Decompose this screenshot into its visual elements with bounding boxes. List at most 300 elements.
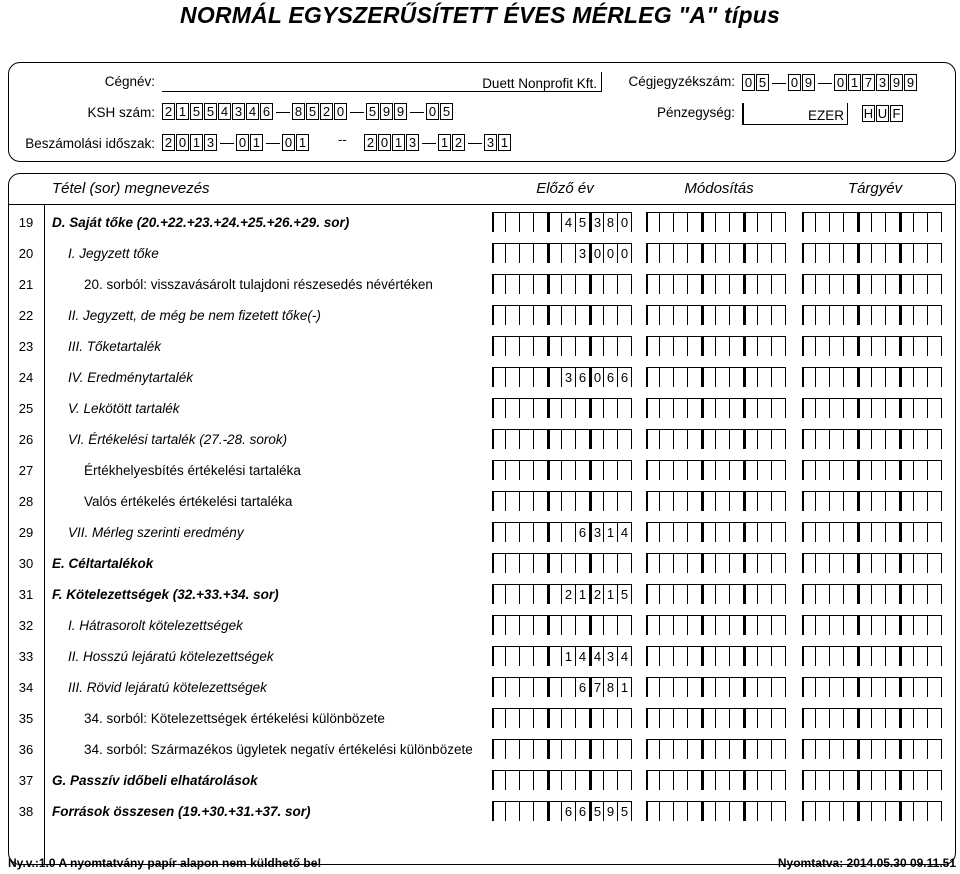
amount-cell-prev[interactable]	[534, 429, 548, 449]
amount-cell-prev[interactable]: 6	[618, 367, 632, 387]
amount-cell-curr[interactable]	[900, 677, 914, 697]
amount-cell-curr[interactable]	[816, 584, 830, 604]
amount-cell-curr[interactable]	[886, 491, 900, 511]
amount-cell-prev[interactable]	[506, 522, 520, 542]
amount-cell-prev[interactable]	[520, 274, 534, 294]
amount-cell-mod[interactable]	[730, 243, 744, 263]
amount-cell-prev[interactable]	[604, 553, 618, 573]
amount-cell-prev[interactable]	[534, 491, 548, 511]
amount-cell-prev[interactable]: 5	[618, 584, 632, 604]
amount-cell-curr[interactable]	[900, 708, 914, 728]
amount-cell-curr[interactable]	[844, 212, 858, 232]
amount-cell-curr[interactable]	[844, 491, 858, 511]
amount-cell-curr[interactable]	[872, 584, 886, 604]
amount-cell-curr[interactable]	[886, 584, 900, 604]
amount-cell-prev[interactable]: 6	[576, 801, 590, 821]
amount-cell-prev[interactable]	[618, 305, 632, 325]
amount-cell-curr[interactable]	[886, 460, 900, 480]
amount-cell-prev[interactable]: 0	[590, 243, 604, 263]
amount-cell-curr[interactable]	[816, 491, 830, 511]
amount-cell-mod[interactable]	[758, 305, 772, 325]
amount-cell-curr[interactable]	[830, 429, 844, 449]
amount-cell-mod[interactable]	[730, 553, 744, 573]
amount-cell-curr[interactable]	[844, 615, 858, 635]
amount-cell-curr[interactable]	[872, 646, 886, 666]
amount-cell-prev[interactable]	[506, 615, 520, 635]
amount-cell-curr[interactable]	[844, 770, 858, 790]
amount-cell-curr[interactable]	[858, 677, 872, 697]
amount-cell-prev[interactable]	[520, 336, 534, 356]
amount-cell-prev[interactable]	[548, 646, 562, 666]
amount-cell-prev[interactable]	[520, 243, 534, 263]
amount-cell-curr[interactable]	[844, 398, 858, 418]
amount-cell-curr[interactable]	[858, 491, 872, 511]
amount-cell-curr[interactable]	[914, 305, 928, 325]
amount-cell-mod[interactable]	[702, 708, 716, 728]
amount-cell-mod[interactable]	[688, 491, 702, 511]
amount-cell-mod[interactable]	[660, 646, 674, 666]
amount-cell-mod[interactable]	[702, 646, 716, 666]
amount-cell-prev[interactable]	[492, 677, 506, 697]
amount-cell-prev[interactable]	[492, 615, 506, 635]
amount-cell-curr[interactable]	[858, 429, 872, 449]
amount-cell-curr[interactable]	[886, 522, 900, 542]
amount-cell-prev[interactable]	[548, 739, 562, 759]
amount-cell-prev[interactable]	[520, 367, 534, 387]
amount-cell-mod[interactable]	[744, 677, 758, 697]
amount-cell-prev[interactable]	[492, 274, 506, 294]
amount-cell-prev[interactable]	[520, 553, 534, 573]
amount-cell-curr[interactable]	[914, 336, 928, 356]
amount-cell-prev[interactable]: 1	[604, 522, 618, 542]
amount-cell-curr[interactable]	[886, 429, 900, 449]
amount-cell-prev[interactable]	[492, 646, 506, 666]
amount-cell-mod[interactable]	[674, 274, 688, 294]
amount-cell-curr[interactable]	[858, 615, 872, 635]
amount-cell-curr[interactable]	[872, 398, 886, 418]
amount-cell-prev[interactable]	[520, 739, 534, 759]
amount-cell-prev[interactable]	[548, 708, 562, 728]
amount-cell-curr[interactable]	[914, 491, 928, 511]
amount-cell-curr[interactable]	[886, 801, 900, 821]
amount-cell-prev[interactable]	[506, 243, 520, 263]
amount-cell-curr[interactable]	[858, 367, 872, 387]
amount-cell-prev[interactable]	[506, 460, 520, 480]
amount-cell-curr[interactable]	[900, 460, 914, 480]
amount-cell-mod[interactable]	[688, 398, 702, 418]
amount-cell-mod[interactable]	[716, 801, 730, 821]
amount-cell-prev[interactable]: 9	[604, 801, 618, 821]
amount-cell-curr[interactable]	[914, 801, 928, 821]
amount-cell-curr[interactable]	[872, 677, 886, 697]
amount-cell-prev[interactable]	[590, 491, 604, 511]
amount-cell-mod[interactable]	[772, 305, 786, 325]
amount-cell-prev[interactable]	[520, 708, 534, 728]
amount-cell-curr[interactable]	[886, 336, 900, 356]
amount-cell-curr[interactable]	[900, 615, 914, 635]
amount-cell-mod[interactable]	[772, 522, 786, 542]
amount-cell-curr[interactable]	[858, 553, 872, 573]
amount-cell-prev[interactable]: 6	[576, 367, 590, 387]
amount-cell-mod[interactable]	[716, 460, 730, 480]
amount-cell-prev[interactable]	[506, 801, 520, 821]
amount-cell-prev[interactable]	[604, 336, 618, 356]
amount-cell-mod[interactable]	[744, 243, 758, 263]
amount-cell-prev[interactable]	[534, 336, 548, 356]
amount-cell-mod[interactable]	[674, 367, 688, 387]
amount-cell-prev[interactable]: 8	[604, 212, 618, 232]
amount-cell-prev[interactable]: 3	[590, 212, 604, 232]
amount-cell-mod[interactable]	[758, 491, 772, 511]
amount-cell-prev[interactable]	[604, 770, 618, 790]
amount-cell-mod[interactable]	[772, 367, 786, 387]
amount-cell-mod[interactable]	[674, 522, 688, 542]
amount-cell-prev[interactable]	[548, 429, 562, 449]
amount-cell-prev[interactable]	[548, 491, 562, 511]
amount-cell-prev[interactable]	[520, 522, 534, 542]
amount-cell-curr[interactable]	[858, 336, 872, 356]
amount-cell-curr[interactable]	[914, 460, 928, 480]
amount-cell-prev[interactable]	[520, 429, 534, 449]
amount-cell-mod[interactable]	[716, 429, 730, 449]
amount-cell-curr[interactable]	[816, 553, 830, 573]
amount-cell-curr[interactable]	[802, 243, 816, 263]
amount-cell-curr[interactable]	[830, 274, 844, 294]
amount-cell-prev[interactable]	[506, 708, 520, 728]
amount-cell-prev[interactable]	[548, 801, 562, 821]
amount-cell-curr[interactable]	[886, 615, 900, 635]
amount-cell-mod[interactable]	[744, 460, 758, 480]
amount-cell-prev[interactable]	[506, 770, 520, 790]
amount-cell-curr[interactable]	[900, 491, 914, 511]
amount-cell-prev[interactable]	[534, 305, 548, 325]
amount-cell-mod[interactable]	[702, 336, 716, 356]
amount-cell-mod[interactable]	[688, 212, 702, 232]
amount-cell-curr[interactable]	[900, 429, 914, 449]
amount-cell-prev[interactable]	[520, 615, 534, 635]
amount-cell-curr[interactable]	[900, 646, 914, 666]
amount-cell-mod[interactable]	[772, 243, 786, 263]
amount-cell-prev[interactable]	[534, 708, 548, 728]
amount-cell-curr[interactable]	[816, 243, 830, 263]
amount-cell-prev[interactable]	[618, 336, 632, 356]
amount-cell-prev[interactable]	[534, 522, 548, 542]
amount-cell-prev[interactable]	[534, 646, 548, 666]
amount-cell-prev[interactable]: 0	[604, 243, 618, 263]
amount-cell-curr[interactable]	[844, 460, 858, 480]
amount-cell-prev[interactable]	[618, 708, 632, 728]
amount-cell-prev[interactable]	[590, 274, 604, 294]
amount-cell-curr[interactable]	[816, 274, 830, 294]
amount-cell-mod[interactable]	[758, 367, 772, 387]
amount-cell-prev[interactable]	[576, 553, 590, 573]
amount-cell-prev[interactable]	[548, 522, 562, 542]
amount-cell-curr[interactable]	[802, 429, 816, 449]
amount-cell-prev[interactable]	[534, 584, 548, 604]
amount-cell-prev[interactable]	[562, 553, 576, 573]
amount-cell-curr[interactable]	[872, 243, 886, 263]
amount-cell-prev[interactable]	[492, 739, 506, 759]
amount-cell-curr[interactable]	[802, 212, 816, 232]
amount-cell-mod[interactable]	[660, 522, 674, 542]
amount-cell-mod[interactable]	[758, 398, 772, 418]
amount-cell-curr[interactable]	[830, 801, 844, 821]
amount-cell-curr[interactable]	[830, 708, 844, 728]
amount-cell-curr[interactable]	[928, 646, 942, 666]
amount-cell-prev[interactable]: 4	[618, 522, 632, 542]
amount-cell-mod[interactable]	[772, 553, 786, 573]
amount-cell-prev[interactable]	[604, 305, 618, 325]
amount-cell-mod[interactable]	[772, 274, 786, 294]
amount-cell-mod[interactable]	[716, 615, 730, 635]
amount-cell-prev[interactable]	[576, 615, 590, 635]
amount-cell-curr[interactable]	[914, 522, 928, 542]
amount-cell-mod[interactable]	[716, 305, 730, 325]
amount-cell-prev[interactable]	[506, 739, 520, 759]
amount-cell-curr[interactable]	[816, 801, 830, 821]
amount-cell-prev[interactable]	[520, 677, 534, 697]
amount-cell-prev[interactable]	[506, 212, 520, 232]
amount-cell-prev[interactable]	[492, 336, 506, 356]
amount-cell-mod[interactable]	[758, 770, 772, 790]
amount-cell-mod[interactable]	[744, 274, 758, 294]
amount-cell-mod[interactable]	[772, 584, 786, 604]
amount-cell-curr[interactable]	[886, 243, 900, 263]
amount-cell-curr[interactable]	[914, 398, 928, 418]
amount-cell-mod[interactable]	[702, 398, 716, 418]
amount-cell-curr[interactable]	[872, 739, 886, 759]
amount-cell-curr[interactable]	[872, 553, 886, 573]
amount-cell-prev[interactable]	[604, 429, 618, 449]
amount-cell-curr[interactable]	[872, 305, 886, 325]
amount-cell-mod[interactable]	[772, 615, 786, 635]
amount-cell-prev[interactable]	[590, 460, 604, 480]
amount-cell-curr[interactable]	[928, 398, 942, 418]
amount-cell-prev[interactable]	[534, 243, 548, 263]
amount-cell-curr[interactable]	[886, 553, 900, 573]
amount-cell-mod[interactable]	[646, 398, 660, 418]
amount-cell-curr[interactable]	[928, 801, 942, 821]
amount-cell-prev[interactable]	[492, 367, 506, 387]
amount-cell-mod[interactable]	[688, 677, 702, 697]
amount-cell-mod[interactable]	[688, 522, 702, 542]
amount-cell-prev[interactable]	[590, 708, 604, 728]
amount-cell-prev[interactable]	[520, 212, 534, 232]
amount-cell-curr[interactable]	[872, 491, 886, 511]
amount-cell-prev[interactable]	[562, 429, 576, 449]
amount-cell-mod[interactable]	[674, 801, 688, 821]
amount-cell-mod[interactable]	[660, 305, 674, 325]
amount-cell-mod[interactable]	[730, 646, 744, 666]
amount-cell-mod[interactable]	[674, 646, 688, 666]
amount-cell-mod[interactable]	[702, 429, 716, 449]
amount-cell-prev[interactable]	[520, 491, 534, 511]
amount-cell-prev[interactable]	[590, 429, 604, 449]
amount-cell-curr[interactable]	[886, 305, 900, 325]
amount-cell-prev[interactable]	[618, 770, 632, 790]
amount-cell-prev[interactable]	[576, 708, 590, 728]
amount-cell-prev[interactable]	[590, 336, 604, 356]
amount-cell-curr[interactable]	[844, 243, 858, 263]
amount-cell-mod[interactable]	[688, 553, 702, 573]
amount-cell-curr[interactable]	[914, 243, 928, 263]
amount-cell-curr[interactable]	[928, 305, 942, 325]
amount-cell-mod[interactable]	[646, 770, 660, 790]
amount-cell-prev[interactable]: 3	[590, 522, 604, 542]
amount-cell-curr[interactable]	[816, 305, 830, 325]
amount-cell-mod[interactable]	[646, 274, 660, 294]
amount-cell-mod[interactable]	[702, 212, 716, 232]
amount-cell-curr[interactable]	[816, 708, 830, 728]
amount-cell-mod[interactable]	[744, 367, 758, 387]
amount-cell-mod[interactable]	[674, 336, 688, 356]
amount-cell-mod[interactable]	[646, 367, 660, 387]
amount-cell-prev[interactable]: 6	[576, 677, 590, 697]
amount-cell-mod[interactable]	[772, 212, 786, 232]
amount-cell-curr[interactable]	[844, 367, 858, 387]
amount-cell-curr[interactable]	[914, 274, 928, 294]
amount-cell-prev[interactable]	[618, 429, 632, 449]
amount-cell-mod[interactable]	[674, 553, 688, 573]
amount-cell-mod[interactable]	[674, 584, 688, 604]
amount-cell-curr[interactable]	[816, 677, 830, 697]
amount-cell-curr[interactable]	[816, 336, 830, 356]
amount-cell-prev[interactable]	[576, 305, 590, 325]
amount-cell-mod[interactable]	[730, 336, 744, 356]
amount-cell-prev[interactable]	[520, 770, 534, 790]
amount-cell-prev[interactable]	[492, 491, 506, 511]
amount-cell-mod[interactable]	[646, 677, 660, 697]
amount-cell-prev[interactable]	[520, 646, 534, 666]
amount-cell-mod[interactable]	[716, 708, 730, 728]
amount-cell-curr[interactable]	[914, 677, 928, 697]
amount-cell-prev[interactable]	[506, 553, 520, 573]
amount-cell-curr[interactable]	[928, 708, 942, 728]
amount-cell-prev[interactable]	[548, 336, 562, 356]
amount-cell-mod[interactable]	[730, 801, 744, 821]
amount-cell-curr[interactable]	[830, 677, 844, 697]
amount-cell-mod[interactable]	[716, 739, 730, 759]
amount-cell-curr[interactable]	[816, 398, 830, 418]
amount-cell-curr[interactable]	[900, 367, 914, 387]
amount-cell-prev[interactable]	[520, 584, 534, 604]
amount-cell-prev[interactable]	[492, 522, 506, 542]
amount-cell-curr[interactable]	[886, 398, 900, 418]
amount-cell-mod[interactable]	[758, 553, 772, 573]
amount-cell-mod[interactable]	[674, 739, 688, 759]
amount-cell-curr[interactable]	[830, 584, 844, 604]
amount-cell-mod[interactable]	[772, 460, 786, 480]
amount-cell-curr[interactable]	[872, 522, 886, 542]
amount-cell-mod[interactable]	[744, 429, 758, 449]
amount-cell-mod[interactable]	[646, 460, 660, 480]
amount-cell-mod[interactable]	[716, 646, 730, 666]
amount-cell-mod[interactable]	[744, 553, 758, 573]
amount-cell-prev[interactable]	[534, 212, 548, 232]
amount-cell-mod[interactable]	[702, 553, 716, 573]
amount-cell-curr[interactable]	[844, 646, 858, 666]
amount-cell-prev[interactable]	[492, 584, 506, 604]
amount-cell-curr[interactable]	[928, 367, 942, 387]
amount-cell-mod[interactable]	[660, 336, 674, 356]
amount-cell-mod[interactable]	[716, 770, 730, 790]
amount-cell-curr[interactable]	[872, 274, 886, 294]
amount-cell-prev[interactable]	[562, 677, 576, 697]
amount-cell-mod[interactable]	[660, 398, 674, 418]
amount-cell-mod[interactable]	[702, 274, 716, 294]
amount-cell-prev[interactable]	[506, 491, 520, 511]
amount-cell-curr[interactable]	[802, 398, 816, 418]
amount-cell-mod[interactable]	[716, 212, 730, 232]
amount-cell-mod[interactable]	[730, 367, 744, 387]
amount-cell-curr[interactable]	[802, 801, 816, 821]
amount-cell-mod[interactable]	[758, 212, 772, 232]
amount-cell-mod[interactable]	[772, 429, 786, 449]
amount-cell-prev[interactable]	[506, 646, 520, 666]
amount-cell-curr[interactable]	[830, 336, 844, 356]
amount-cell-curr[interactable]	[872, 212, 886, 232]
amount-cell-mod[interactable]	[758, 801, 772, 821]
amount-cell-mod[interactable]	[772, 739, 786, 759]
amount-cell-prev[interactable]	[520, 801, 534, 821]
amount-cell-curr[interactable]	[830, 522, 844, 542]
ksh-field[interactable]	[162, 103, 454, 120]
amount-cell-prev[interactable]: 3	[604, 646, 618, 666]
amount-cell-curr[interactable]	[858, 646, 872, 666]
amount-cell-mod[interactable]	[660, 243, 674, 263]
amount-cell-mod[interactable]	[744, 212, 758, 232]
amount-cell-mod[interactable]	[674, 305, 688, 325]
idoszak-to-field[interactable]	[364, 134, 512, 151]
amount-cell-mod[interactable]	[702, 770, 716, 790]
amount-cell-mod[interactable]	[730, 460, 744, 480]
amount-cell-curr[interactable]	[886, 274, 900, 294]
amount-cell-prev[interactable]	[548, 367, 562, 387]
amount-cell-prev[interactable]: 6	[562, 801, 576, 821]
amount-cell-mod[interactable]	[772, 491, 786, 511]
amount-cell-mod[interactable]	[744, 770, 758, 790]
amount-cell-mod[interactable]	[660, 615, 674, 635]
amount-cell-prev[interactable]	[576, 739, 590, 759]
amount-cell-mod[interactable]	[674, 677, 688, 697]
amount-cell-curr[interactable]	[872, 429, 886, 449]
amount-cell-curr[interactable]	[872, 367, 886, 387]
amount-cell-mod[interactable]	[660, 708, 674, 728]
amount-cell-curr[interactable]	[914, 553, 928, 573]
amount-cell-curr[interactable]	[802, 274, 816, 294]
amount-cell-mod[interactable]	[674, 615, 688, 635]
amount-cell-mod[interactable]	[674, 212, 688, 232]
amount-cell-mod[interactable]	[758, 615, 772, 635]
amount-cell-prev[interactable]	[590, 398, 604, 418]
amount-cell-curr[interactable]	[872, 460, 886, 480]
amount-cell-prev[interactable]	[604, 491, 618, 511]
amount-cell-prev[interactable]	[618, 274, 632, 294]
amount-cell-prev[interactable]: 5	[618, 801, 632, 821]
amount-cell-mod[interactable]	[646, 336, 660, 356]
amount-cell-mod[interactable]	[702, 367, 716, 387]
amount-cell-prev[interactable]: 0	[590, 367, 604, 387]
amount-cell-mod[interactable]	[772, 708, 786, 728]
amount-cell-curr[interactable]	[900, 398, 914, 418]
amount-cell-mod[interactable]	[744, 491, 758, 511]
amount-cell-prev[interactable]	[576, 336, 590, 356]
amount-cell-prev[interactable]	[562, 770, 576, 790]
currency-field[interactable]	[862, 105, 904, 122]
amount-cell-curr[interactable]	[914, 770, 928, 790]
amount-cell-mod[interactable]	[646, 801, 660, 821]
amount-cell-prev[interactable]	[562, 522, 576, 542]
